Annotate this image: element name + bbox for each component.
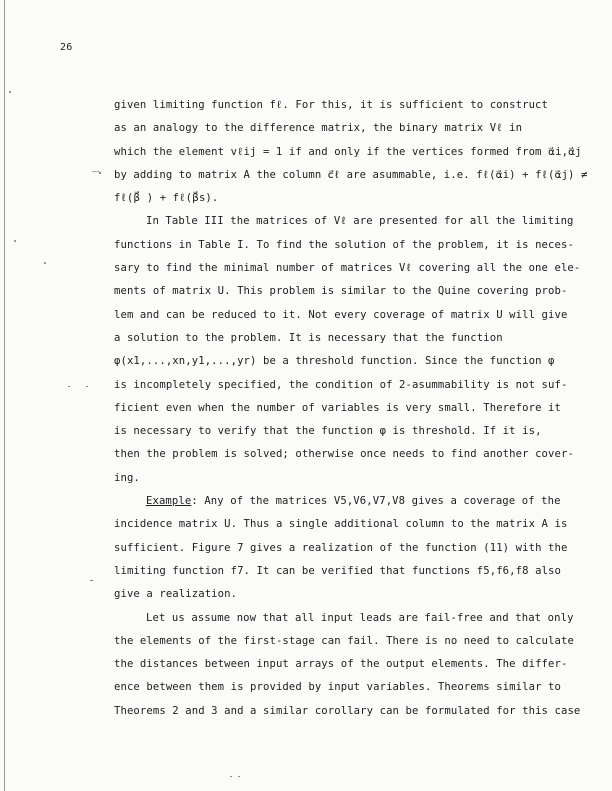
example-label: Example [146, 495, 192, 508]
scan-speck [238, 776, 240, 777]
text-line: lem and can be reduced to it. Not every coverage of matrix U will give [114, 308, 568, 321]
text-line: ing. [114, 471, 140, 484]
text-line: ments of matrix U. This problem is similar to the Quine covering prob- [114, 285, 568, 298]
text-line: ence between them is provided by input variables. Theorems similar to [114, 681, 561, 694]
text-line: φ(x1,...,xn,y1,...,yr) be a threshold function. Since the function φ [114, 355, 555, 368]
scan-speck [68, 386, 70, 387]
page-number: 26 [60, 42, 73, 53]
text-line: Theorems 2 and 3 and a similar corollary can be formulated for this case [114, 704, 581, 717]
scan-speck [14, 240, 16, 242]
text-line: which the element vℓij = 1 if and only if the vertices formed from α⃗i,α⃗j [114, 145, 582, 158]
text-line: sufficient. Figure 7 gives a realization of the function (11) with the [114, 541, 568, 554]
text-line: a solution to the problem. It is necessary that the function [114, 331, 503, 344]
margin-annotation-mark: –↘ [92, 167, 102, 176]
text-line: given limiting function fℓ. For this, it is sufficient to construct [114, 99, 549, 111]
text-line: incidence matrix U. Thus a single additional column to the matrix A is [114, 518, 568, 531]
text-line: In Table III the matrices of Vℓ are presented for all the limiting [146, 215, 574, 228]
text-line: the distances between input arrays of the output elements. The differ- [114, 658, 568, 671]
text-line: Let us assume now that all input leads are fail-free and that only [146, 611, 574, 624]
text-line: then the problem is solved; otherwise once needs to find another cover- [114, 448, 574, 461]
text-line: fℓ(β⃗ ) + fℓ(β⃗s). [114, 192, 219, 205]
text-line: functions in Table I. To find the solution of the problem, it is neces- [114, 238, 574, 251]
example-text: : Any of the matrices V5,V6,V7,V8 gives a coverage of the [191, 495, 561, 508]
text-line: as an analogy to the difference matrix, the binary matrix Vℓ in [114, 122, 523, 135]
scan-speck [230, 776, 232, 777]
text-line: ficient even when the number of variables is very small. Therefore it [114, 401, 561, 414]
text-line: sary to find the minimal number of matrices Vℓ covering all the one ele- [114, 262, 581, 275]
body-text [114, 94, 588, 723]
example-line [114, 490, 561, 513]
scan-speck [44, 262, 46, 264]
scan-speck [9, 91, 11, 93]
scan-speck [90, 580, 93, 581]
text-line: limiting function f7. It can be verified that functions f5,f6,f8 also [114, 564, 561, 577]
left-margin-rule [4, 0, 5, 791]
text-line: is necessary to verify that the function φ is threshold. If it is, [114, 425, 542, 438]
text-line: is incompletely specified, the condition of 2-asummability is not suf- [114, 378, 568, 391]
scan-speck [86, 386, 88, 387]
text-line: the elements of the first-stage can fail. There is no need to calculate [114, 634, 574, 647]
text-line: by adding to matrix A the column c⃗ℓ are asummable, i.e. fℓ(α⃗i) + fℓ(α⃗j) ≠ [114, 168, 588, 181]
text-line: give a realization. [114, 588, 238, 601]
